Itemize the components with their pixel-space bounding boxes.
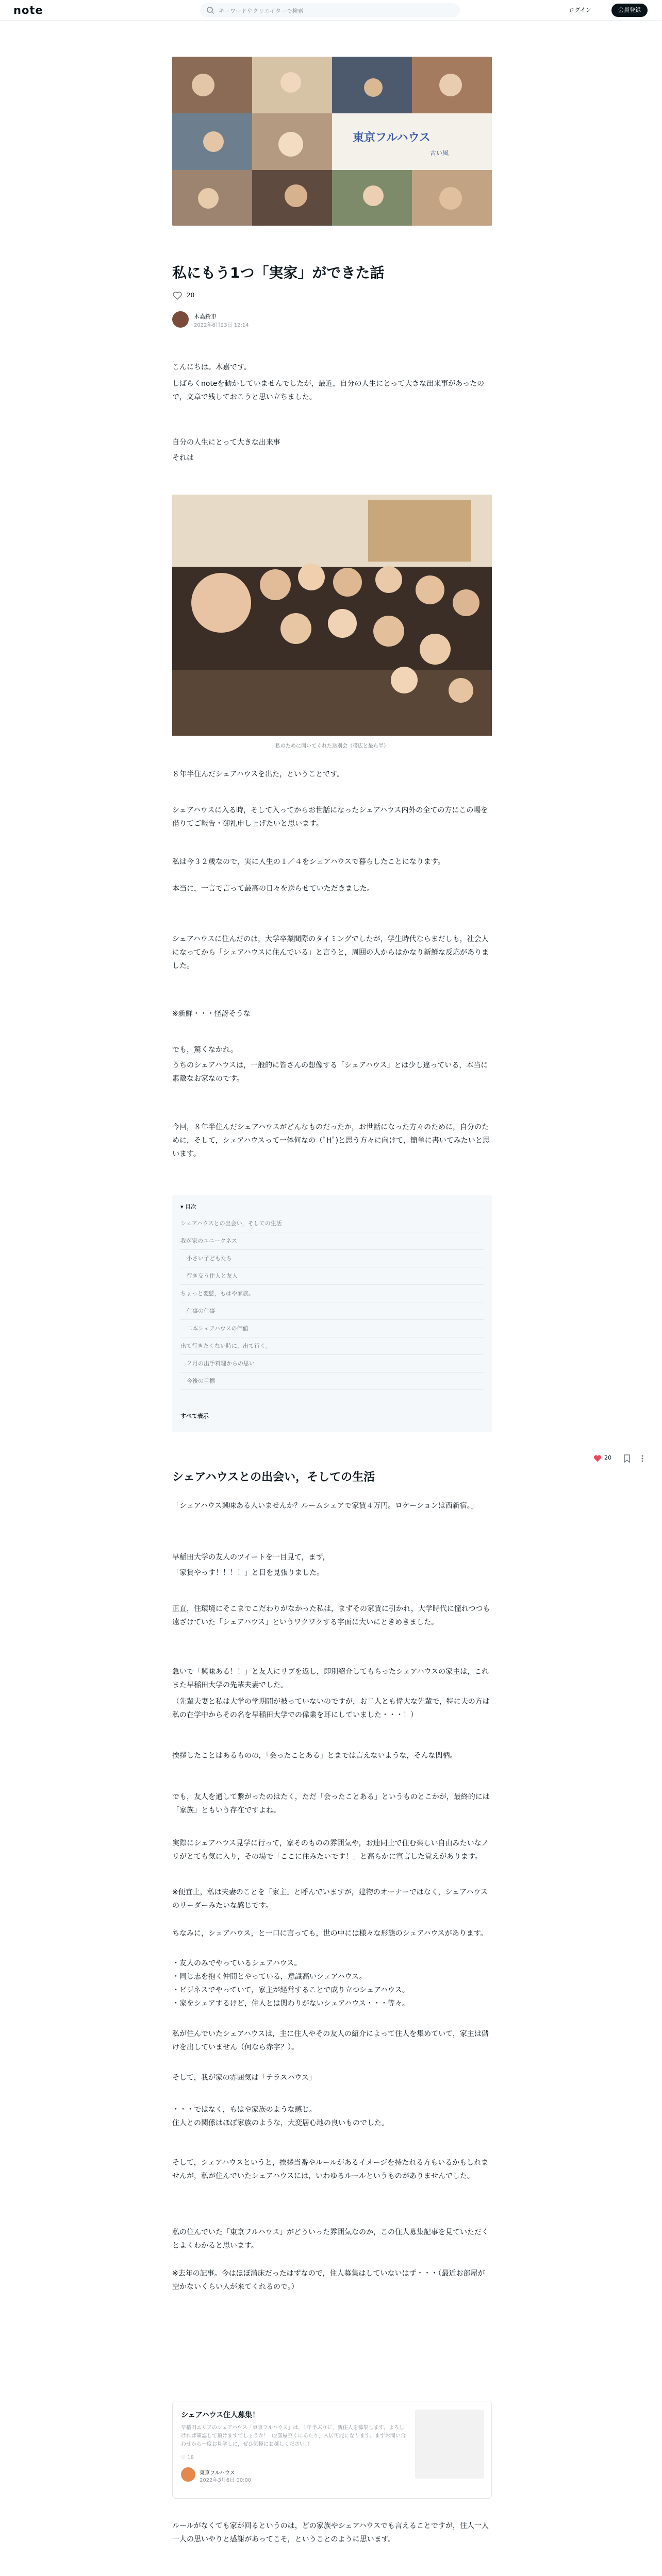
paragraph: 今回，８年半住んだシェアハウスがどんなものだったか，お世話になった方々のために，自分のために，そして，シェアハウスって一体何なの（ﾟHﾟ)と思う方々に向けて，簡単に書いてみたいと思います。 [172,1123,490,1158]
floating-actions [593,1453,650,1465]
paragraph: ・ビジネスでやっていて，家主が経営することで成り立つシェアハウス。 [172,1986,409,1994]
paragraph: ※去年の記事。今はほぼ満床だったはずなので，住人募集はしていないはず・・・（最近お部屋が空かないくらい人が来てくれるので。） [172,2269,485,2291]
avatar[interactable] [172,311,189,328]
paragraph: ８年半住んだシェアハウスを出た，ということです。 [172,770,344,778]
embedded-article-card[interactable] [172,2401,492,2499]
heart-icon: ♡ [181,2455,188,2461]
signup-button[interactable]: 会員登録 [611,4,648,17]
embed-description: 早稲田エリアのシェアハウス「東京フルハウス」は，1年半ぶりに，新住人を募集します。よろしければ確認して頂けますでしょうか！（2部屋空くにあたり，入居可能になります。まずお問い合わせから一度お見学しに，ぜひ気軽にお越しください。） [181,2425,406,2447]
bookmark-icon[interactable] [623,1454,631,1463]
section-heading: シェアハウスとの出会い，そしての生活 [172,1471,375,1484]
toc-heading: ▾ 目次 [180,1204,197,1210]
paragraph: こんにちは。木嘉です。 [172,363,251,371]
paragraph: 私は今３２歳なので，実に人生の１／４をシェアハウスで暮らしたことになります。 [172,858,445,866]
login-button[interactable]: ログイン [569,7,591,13]
table-of-contents [172,1195,492,1432]
group-photo [172,495,492,736]
paragraph: 「シェアハウス興味ある人いませんか？ルームシェアで家賃４万円。ロケーションは西新宿。」 [172,1502,478,1510]
paragraph: 挨拶したことはあるものの，「会ったことある」とまでは言えないような，そんな関柄。 [172,1752,457,1760]
paragraph: でも，驚くなかれ。 [172,1046,238,1054]
toc-item[interactable]: 二本シェアハウスの価値 [180,1320,484,1337]
paragraph: （先輩夫妻と私は大学の学期間が被っていないのですが，お二人とも偉大な先輩で，特に夫の方は私の在学中からその名を早稲田大学での偉業を耳にしていました・・・！） [172,1698,490,1719]
paragraph: 急いで「興味ある！！」と友人にリプを返し，即別紹介してもらったシェアハウスの家主は，これまた早稲田大学の先輩夫妻でした。 [172,1668,489,1689]
toc-item[interactable]: ちょっと変態，もはや家族。 [180,1285,484,1302]
search-placeholder: キーワードやクリエイターで検索 [219,8,304,14]
paragraph: ・・・ではなく，もはや家族のような感じ。 [172,2106,317,2114]
paragraph: ・友人のみでやっているシェアハウス。 [172,1959,302,1968]
paragraph: 正直，住環境にそこまでこだわりがなかった私は，まずその家賃に引かれ，大学時代に憧れつつも遠ざけていた「シェアハウス」というワクワクする字面に大いにときめきました。 [172,1605,490,1626]
article-title: 私にもう1つ「実家」ができた話 [172,264,385,281]
paragraph: ・家をシェアするけど，住人とは関わりがないシェアハウス・・・等々。 [172,1999,409,2008]
hero-logo-text: 東京フルハウス [353,131,431,144]
note-logo[interactable]: note [13,4,43,16]
hero-image [172,57,492,226]
embed-thumbnail [415,2410,484,2479]
paragraph: ※新鮮・・・怪訝そうな [172,1010,251,1018]
paragraph: 私の住んでいた「東京フルハウス」がどういった雰囲気なのか，この住人募集記事を見ていただくとよくわかると思います。 [172,2228,489,2250]
paragraph: しばらくnoteを動かしていませんでしたが，最近，自分の人生にとって大きな出来事があったので，文章で残しておこうと思い立ちました。 [172,380,485,401]
chevron-down-icon[interactable]: ▾ [180,1204,186,1210]
search-bar[interactable] [200,3,460,18]
paragraph: そして，我が家の雰囲気は「テラスハウス」 [172,2074,316,2082]
author-block[interactable] [172,311,492,329]
embed-avatar [181,2467,195,2482]
paragraph: でも，友人を通して繋がったのはたく，ただ「会ったことある」というものとこかが，最終的には「家族」ともいう存在ですよね。 [172,1793,490,1815]
side-like-count: 20 [604,1454,611,1461]
group-photo-image [172,495,492,736]
toc-item[interactable]: 行き交う住人と友人 [180,1267,484,1285]
publish-date: 2022年6月23日 12:14 [194,323,249,328]
hero-logo-sub: 古い風 [430,149,449,157]
paragraph: 本当に，一言で言って最高の日々を送らせていただきました。 [172,885,374,893]
toc-item[interactable]: 出て行きたくない時に，出て行く。 [180,1337,484,1355]
paragraph: 「家賃やっす！！！！」と目を見張りました。 [172,1569,324,1577]
hero-collage [172,57,492,226]
author-name[interactable]: 木嘉鈴車 [194,313,217,320]
paragraph: 自分の人生にとって大きな出来事 [172,438,280,447]
paragraph: ちなみに，シェアハウス，と一口に言っても，世の中には様々な形態のシェアハウスがあります。 [172,1929,488,1938]
toc-item[interactable]: ２月の出手料理からの思い [180,1355,484,1372]
paragraph: 住人との関係はほぼ家族のような，大変居心地の良いものでした。 [172,2119,389,2127]
heart-icon[interactable] [172,291,183,301]
paragraph: シェアハウスに入る時，そして入ってからお世話になったシェアハウス内外の全ての方にこの場を借りてご報告・御礼申し上げたいと思います。 [172,806,488,828]
paragraph: ルールがなくても家が回るというのは，どの家族やシェアハウスでも言えることですが，住人一人一人の思いやりと感謝があってこそ，ということのように思います。 [172,2522,489,2544]
paragraph: ※便宜上，私は夫妻のことを「家主」と呼んでいますが，建物のオーナーではなく，シェアハウスのリーダーみたいな感じです。 [172,1888,488,1910]
embed-likes: ♡ 18 [181,2455,194,2461]
more-icon[interactable] [638,1454,647,1463]
toc-item[interactable]: 我が家のユニークネス [180,1232,484,1250]
paragraph: 私が住んでいたシェアハウスは，主に住人やその友人の紹介によって住人を集めていて，家主は儲けを出していません（何なら赤字？）。 [172,2030,489,2052]
toc-item[interactable]: 小さい子どもたち [180,1250,484,1267]
toc-item[interactable]: 今後の目標 [180,1372,484,1390]
embed-author[interactable]: 東京フルハウス [200,2470,235,2476]
toc-item[interactable]: 仕事の仕事 [180,1302,484,1320]
paragraph: そして，シェアハウスというと，挨拶当番やルールがあるイメージを持たれる方もいるかもしれませんが，私が住んでいたシェアハウスには，いわゆるルールというものがありませんでした。 [172,2159,489,2180]
paragraph: シェアハウスに住んだのは，大学卒業間際のタイミングでしたが，学生時代ならまだしも，社会人になってから「シェアハウスに住んでいる」と言うと，周囲の人からはかなり新鮮な反応がありました。 [172,935,489,970]
paragraph: それは [172,454,194,462]
heart-icon[interactable] [593,1454,602,1463]
paragraph: 早稲田大学の友人のツイートを一目見て，まず， [172,1553,330,1562]
photo-caption: 私のために開いてくれた送別会（帯広と最ら半） [275,743,389,749]
like-count: 20 [187,292,195,299]
paragraph: 実際にシェアハウス見学に行って，家そのものの雰囲気や，お連同士で住む楽しい自由みたいなノリがとても気に入り，その場で「ここに住みたいです！」と高らかに宣言した覚えがあります。 [172,1839,489,1861]
search-icon [206,6,214,14]
paragraph: うちのシェアハウスは，一般的に皆さんの想像する「シェアハウス」とは少し違っている，本当に素敵なお家なのです。 [172,1061,488,1083]
paragraph: ・同じ志を抱く仲間とやっている，意識高いシェアハウス。 [172,1973,367,1981]
toc-item[interactable]: シェアハウスとの出会い，そしての生活 [180,1215,484,1232]
embed-title[interactable]: シェアハウス住人募集！ [181,2411,260,2419]
site-header [0,0,662,21]
embed-date: 2022年3月6日 00:00 [200,2478,252,2483]
toc-show-all-button[interactable]: すべて表示 [180,1413,209,1419]
